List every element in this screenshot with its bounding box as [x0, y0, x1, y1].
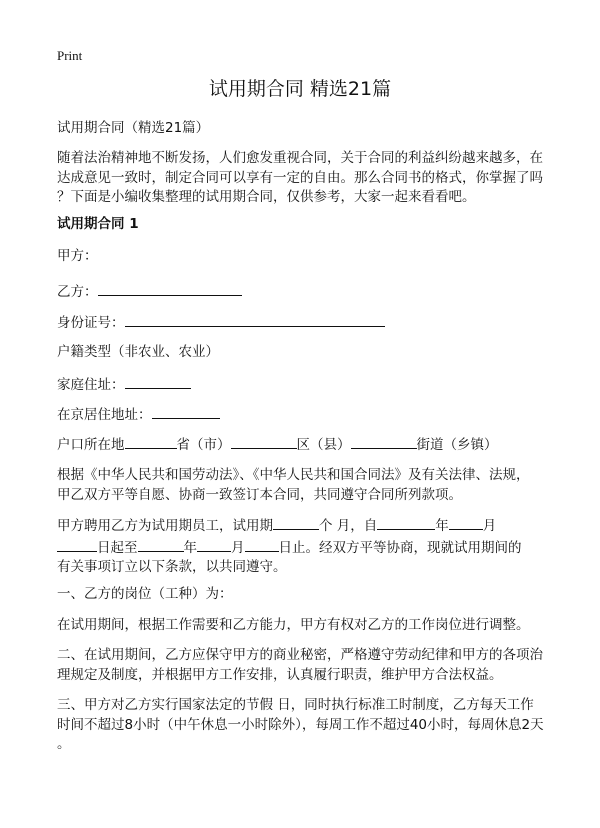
- text: 日起至: [97, 539, 138, 556]
- blank-line[interactable]: [351, 434, 417, 449]
- blank-line[interactable]: [125, 434, 177, 449]
- text: 月: [482, 518, 497, 534]
- text-line: 甲乙双方平等自愿、协商一致签订本合同，共同遵守合同所列款项。: [57, 486, 462, 503]
- blank-line[interactable]: [152, 404, 220, 419]
- blank-line[interactable]: [98, 281, 242, 296]
- paragraph-probation: [57, 515, 557, 578]
- field-home: [57, 374, 557, 396]
- field-label: 乙方：: [57, 284, 98, 300]
- text: 个 月，自: [319, 518, 378, 534]
- field-label: 甲方：: [57, 248, 98, 264]
- text: 日止。经双方平等协商，现就试用期间的: [278, 539, 522, 556]
- field-beijing: [57, 404, 557, 426]
- field-label: 在京居住地址：: [57, 407, 152, 423]
- blank-line[interactable]: [231, 434, 297, 449]
- print-link[interactable]: Print: [57, 48, 83, 63]
- blank-line[interactable]: [125, 312, 385, 327]
- text: 甲方聘用乙方为试用期员工，试用期: [57, 518, 273, 534]
- text-line: 。: [57, 736, 71, 752]
- text-line: 理规定及制度，并根据甲方工作安排，认真履行职责，维护甲方合法权益。: [57, 666, 503, 683]
- text: 月: [231, 539, 245, 556]
- paragraph: 在试用期间，根据工作需要和乙方能力，甲方有权对乙方的工作岗位进行调整。: [57, 617, 530, 633]
- text-line: 有关事项订立以下条款，以共同遵守。: [57, 559, 287, 575]
- paragraph: [57, 696, 557, 755]
- blank-line[interactable]: [377, 515, 435, 530]
- paragraph: [57, 646, 557, 685]
- text-line: 根据《中华人民共和国劳动法》、《中华人民共和国合同法》及有关法律、法规，: [57, 467, 530, 483]
- field-label: 区（县）: [296, 437, 351, 453]
- text-line: 达成意见一致时，制定合同可以享有一定的自由。那么合同书的格式，你掌握了吗: [57, 169, 543, 186]
- blank-space: [233, 584, 297, 598]
- field-id: [57, 312, 557, 334]
- text-line: 三、甲方对乙方实行国家法定的节假 日，同时执行标准工时制度，乙方每天工作: [57, 697, 534, 713]
- paragraph: [57, 584, 557, 605]
- text-line: 二、在试用期间，乙方应保守甲方的商业秘密，严格遵守劳动纪律和甲方的各项治: [57, 647, 543, 663]
- field-label: 家庭住址：: [57, 377, 125, 393]
- field-jia: [57, 247, 557, 267]
- page-title: 试用期合同 精选21篇: [208, 78, 392, 100]
- text: 年: [183, 539, 197, 556]
- blank-line[interactable]: [125, 374, 191, 389]
- blank-line[interactable]: [245, 537, 279, 552]
- field-label: 户口所在地: [57, 437, 125, 453]
- field-label: 身份证号：: [57, 315, 125, 331]
- text-line: ？下面是小编收集整理的试用期合同，仅供参考，大家一起来看看吧。: [57, 189, 476, 205]
- field-huji: 户籍类型（非农业、农业）: [57, 344, 219, 360]
- text-line: 时间不超过8小时（中午休息一小时除外），每周工作不超过40小时，每周休息2天: [57, 716, 544, 733]
- blank-line[interactable]: [449, 515, 483, 530]
- field-hukou: [57, 434, 557, 456]
- field-yi: [57, 281, 557, 303]
- blank-line[interactable]: [273, 515, 319, 530]
- text: 一、乙方的岗位（工种）为：: [57, 586, 233, 602]
- field-label: 街道（乡镇）: [416, 437, 498, 453]
- blank-line[interactable]: [138, 537, 184, 552]
- blank-line[interactable]: [197, 537, 231, 552]
- intro-paragraph: [57, 149, 557, 208]
- section-heading: 试用期合同 1: [57, 216, 139, 232]
- text: 年: [435, 518, 449, 534]
- subtitle: 试用期合同（精选21篇）: [57, 120, 210, 136]
- text-line: 随着法治精神地不断发扬，人们愈发重视合同，关于合同的利益纠纷越来越多，在: [57, 150, 543, 166]
- paragraph: [57, 466, 557, 505]
- blank-line[interactable]: [57, 537, 97, 552]
- field-label: 省（市）: [176, 437, 231, 453]
